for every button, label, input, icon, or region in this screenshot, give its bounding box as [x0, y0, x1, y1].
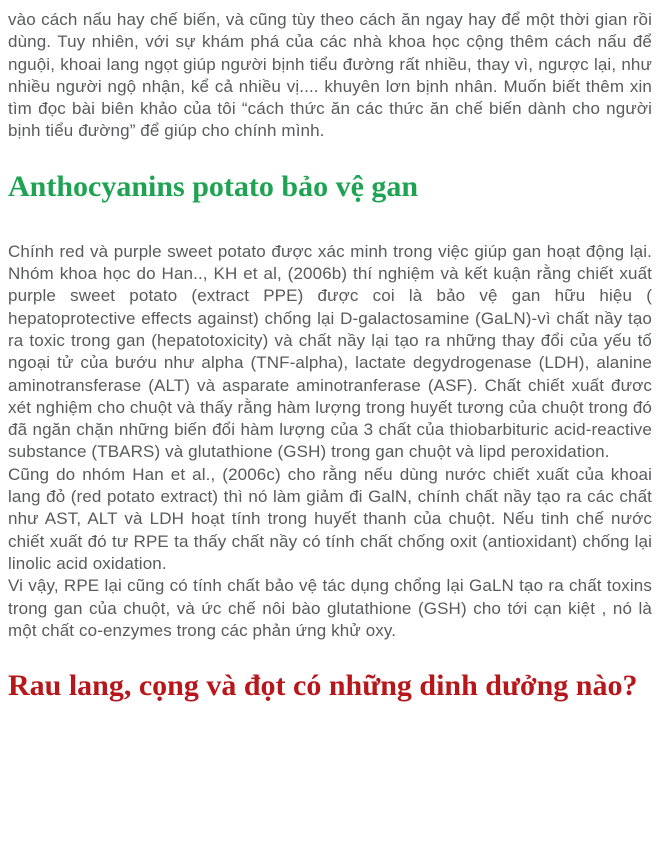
body-paragraph-2: Cũng do nhóm Han et al., (2006c) cho rằng nếu dùng nước chiết xuất của khoai lang đỏ (red potato extract) thì nó làm giảm đi GalN, chính chất nầy tạo ra các chất như AST, ALT và LDH hoạt tính trong huyết thanh của chuột. Nếu tinh chế nước chiết xuất đó tư RPE ta thấy chất nầy có tính chất chống oxit (antioxidant) chống lại linolic acid oxidation. [8, 464, 652, 573]
intro-paragraph: vào cách nấu hay chế biến, và cũng tùy theo cách ăn ngay hay để một thời gian rồi dùng. Tuy nhiên, với sự khám phá của các nhà khoa học cộng thêm cách nấu để nguội, khoai lang ngọt giúp người bịnh tiểu đường rất nhiều, thay vì, ngược lại, như nhiều người ngộ nhận, kể cả nhiều vị.... khuyên lơn bịnh nhân. Muốn biết thêm xin tìm đọc bài biên khảo của tôi “cách thức ăn các thức ăn chế biến dành cho người bịnh tiểu đường” để giúp cho chính mình. [8, 10, 652, 141]
red-section-heading: Rau lang, cọng và đọt có những dinh dưởng nào? [8, 669, 638, 703]
body-paragraph-3: Vi vậy, RPE lại cũng có tính chất bảo vệ tác dụng chổng lại GaLN tạo ra chất toxins trong gan của chuột, và ức chế nôi bào glutathione (GSH) cho tới cạn kiệt , nó là một chất co-enzymes trong các phản ứng khử oxy. [8, 576, 652, 640]
green-section-heading: Anthocyanins potato bảo vệ gan [8, 169, 419, 203]
body-section [8, 241, 652, 642]
body-paragraph-1: Chính red và purple sweet potato được xác minh trong việc giúp gan hoạt động lại. Nhóm khoa học do Han.., KH et al, (2006b) thí nghiệm và kết kuận rằng chiết xuất purple sweet potato (extract PPE) được coi là bảo vệ gan hữu hiệu ( hepatoprotective effects against) chống lại D-galactosamine (GaLN)-vì chất nầy tạo ra toxic trong gan (hepatotoxicity) và chất nầy lại tạo ra những thay đổi của yếu tố ngoại tử của bướu như alpha (TNF-alpha), lactate degydrogenase (LDH), alanine aminotransferase (ALT) và asparate aminotranferase (ASF). Chất chiết xuất đươc xét nghiệm cho chuột và thấy rằng hàm lượng trong huyết tương của chuột trong đó đã ngăn chặn những biến đổi hàm lượng của 3 chất của thiobarbituric acid-reactive substance (TBARS) và glutathione (GSH) trong gan chuột và lipd peroxidation. [8, 241, 652, 462]
